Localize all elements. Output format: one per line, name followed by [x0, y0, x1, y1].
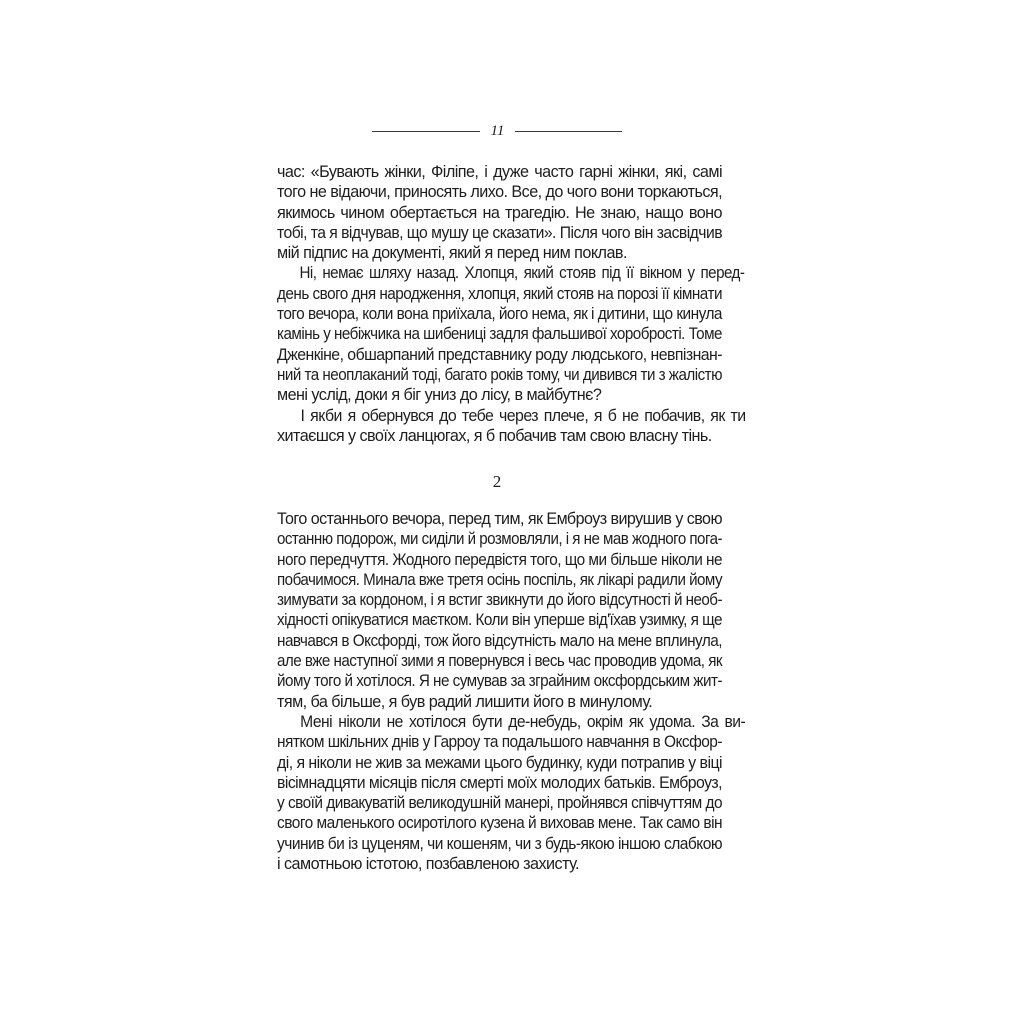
text-line: зимувати за кордоном, і я встиг звикнути до його відсутності й необ- — [277, 591, 722, 610]
text-line: побачимося. Минала вже третя осінь поспіль, як лікарі радили йому — [277, 570, 723, 589]
text-line: хідності опікуватися маєтком. Коли він уперше від'їхав узимку, я ще — [277, 611, 722, 630]
section-2-text — [277, 509, 746, 874]
text-line: камінь у небіжчика на шибениці задля фальшивої хоробрості. Томе — [277, 325, 723, 344]
text-line: нятком шкільних днів у Гарроу та подальшого навчання в Оксфор- — [277, 733, 722, 752]
running-header — [372, 122, 622, 142]
paragraph-start-line: І якби я обернувся до тебе через плече, я б не побачив, як ти — [300, 406, 746, 425]
text-line: того не відаючи, приносять лихо. Все, до чого вони торкаються, — [277, 183, 723, 202]
text-line: у своїй дивакуватій великодушній манері, пройнявся співчуттям до — [277, 794, 723, 813]
paragraph-start-line: Ні, немає шляху назад. Хлопця, який стояв під її вікном у перед- — [299, 264, 745, 283]
text-line: день свого дня народження, хлопця, який стояв на порозі її кімнати — [277, 284, 722, 303]
text-line: тобі, та я відчував, що мушу це сказати». Після чого він засвідчив — [277, 223, 723, 242]
section-1-text — [277, 162, 746, 446]
text-line: ді, я ніколи не жив за межами цього будинку, куди потрапив у віці — [277, 753, 723, 772]
text-line: учинив би із цуценям, чи кошеням, чи з будь-якою іншою слабкою — [277, 834, 723, 853]
text-line: вісімнадцяти місяців після смерті моїх молодих батьків. Емброуз, — [277, 773, 722, 792]
text-line: ного передчуття. Жодного передвістя того, що ми більше ніколи не — [277, 550, 722, 569]
paragraph-start-line: Того останнього вечора, перед тим, як Емброуз вирушив у свою — [277, 510, 722, 528]
text-line: ний та неоплаканий тоді, багато років тому, чи дивився ти з жалістю — [277, 365, 722, 384]
header-rule-left — [372, 131, 480, 132]
text-line: того вечора, коли вона приїхала, його нема, як і дитини, що кинула — [277, 305, 722, 324]
text-line: йому того й хотілося. Я не сумував за зграйним оксфордським жит- — [277, 672, 722, 691]
text-line: час: «Бувають жінки, Філіпе, і дуже часто гарні жінки, які, самі — [277, 163, 722, 181]
text-line: навчався в Оксфорді, тож його відсутність мало на мене вплинула, — [277, 631, 722, 650]
text-line: тям, ба більше, я був радий лишити його в минулому. — [277, 692, 653, 711]
text-line: мені услід, доки я біг униз до лісу, в майбутнє? — [277, 386, 602, 405]
text-line: свого маленького осиротілого кузена й виховав мене. Так само він — [277, 814, 723, 833]
header-rule-right — [515, 131, 622, 132]
paragraph-start-line: Мені ніколи не хотілося бути де-небудь, окрім як удома. За ви- — [300, 712, 746, 731]
text-line: і самотньою істотою, позбавленою захисту. — [277, 855, 579, 874]
text-line: якимось чином обертається на трагедію. Не знаю, нащо воно — [277, 203, 722, 222]
page-number: 11 — [490, 123, 505, 139]
text-line: мій підпис на документі, який я перед ним поклав. — [277, 244, 627, 263]
text-line: останню подорож, ми сиділи й розмовляли, і я не мав жодного пога- — [277, 530, 723, 549]
text-line: Дженкіне, обшарпаний представнику роду людського, невпізнан- — [277, 345, 723, 364]
text-line: хитаєшся у своїх ланцюгах, я б побачив там свою власну тінь. — [277, 426, 712, 445]
chapter-number: 2 — [492, 472, 502, 491]
text-line: але вже наступної зими я повернувся і весь час проводив удома, як — [277, 652, 723, 671]
